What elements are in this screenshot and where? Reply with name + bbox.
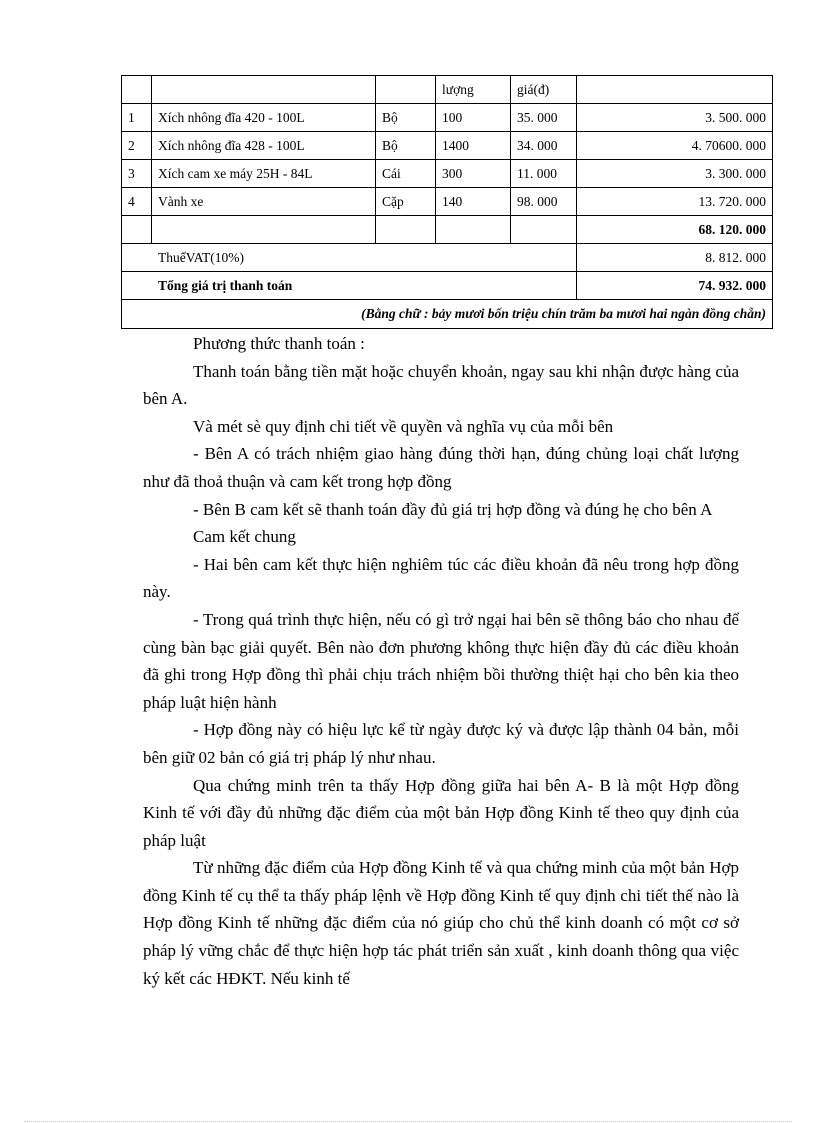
total-row (122, 272, 773, 300)
cell-qty: 300 (436, 160, 511, 188)
table-row (122, 132, 773, 160)
in-words-row (122, 300, 773, 329)
cell-stt: 1 (122, 104, 152, 132)
paragraph: - Bên B cam kết sẽ thanh toán đầy đủ giá trị hợp đồng và đúng hẹ cho bên A (193, 499, 713, 519)
empty-cell (152, 216, 376, 244)
paragraph: Thanh toán bằng tiền mặt hoặc chuyển khoản, ngay sau khi nhận được hàng của bên A. (143, 361, 739, 409)
table-row (122, 104, 773, 132)
total-label: Tổng giá trị thanh toán (122, 272, 577, 300)
table-row (122, 188, 773, 216)
cell-price: 35. 000 (511, 104, 577, 132)
empty-cell (376, 216, 436, 244)
cell-name: Xích nhông đĩa 428 - 100L (152, 132, 376, 160)
cell-amount: 13. 720. 000 (577, 188, 773, 216)
cell-stt: 4 (122, 188, 152, 216)
cell-qty: 1400 (436, 132, 511, 160)
cell-amount: 3. 300. 000 (577, 160, 773, 188)
paragraph: - Hai bên cam kết thực hiện nghiêm túc các điều khoản đã nêu trong hợp đồng này. (143, 554, 739, 602)
empty-cell (436, 216, 511, 244)
vat-value: 8. 812. 000 (577, 244, 773, 272)
cell-unit: Cặp (376, 188, 436, 216)
amount-in-words: (Bằng chữ : bảy mươi bốn triệu chín trăm ba mươi hai ngàn đồng chẵn) (122, 300, 773, 329)
vat-label: ThuếVAT(10%) (122, 244, 577, 272)
cell-unit: Cái (376, 160, 436, 188)
paragraph: Qua chứng minh trên ta thấy Hợp đồng giữa hai bên A- B là một Hợp đồng Kinh tế với đầy đủ những đặc điểm của một bản Hợp đồng Kinh tế theo quy định của pháp luật (143, 775, 739, 850)
paragraph: Và mét sè quy định chi tiết về quyền và nghĩa vụ của mỗi bên (193, 416, 614, 436)
cell-price: 11. 000 (511, 160, 577, 188)
cell-stt: 3 (122, 160, 152, 188)
header-cell-amount (577, 76, 773, 104)
header-cell-unit (376, 76, 436, 104)
header-cell-qty: lượng (436, 76, 511, 104)
paragraph: Phương thức thanh toán : (193, 334, 365, 353)
cell-qty: 100 (436, 104, 511, 132)
paragraph: Cam kết chung (193, 527, 296, 547)
header-cell-stt (122, 76, 152, 104)
contract-body (143, 330, 739, 992)
empty-cell (511, 216, 577, 244)
page-bottom-divider (24, 1121, 792, 1122)
header-cell-price: giá(đ) (511, 76, 577, 104)
table-row (122, 160, 773, 188)
cell-price: 98. 000 (511, 188, 577, 216)
cell-unit: Bộ (376, 104, 436, 132)
cell-price: 34. 000 (511, 132, 577, 160)
subtotal-value: 68. 120. 000 (577, 216, 773, 244)
cell-name: Xích cam xe máy 25H - 84L (152, 160, 376, 188)
cell-name: Xích nhông đĩa 420 - 100L (152, 104, 376, 132)
total-value: 74. 932. 000 (577, 272, 773, 300)
paragraph: Từ những đặc điểm của Hợp đồng Kinh tế và qua chứng minh của một bản Hợp đồng Kinh tế cụ thể ta thấy pháp lệnh về Hợp đồng Kinh tế quy định chi tiết thế nào là Hợp đồng Kinh tế những đặc điểm của nó giúp cho chủ thể kinh doanh có một cơ sở pháp lý vững chắc để thực hiện hợp tác phát triển sản xuất , kinh doanh thông qua việc ký kết các HĐKT. Nếu kinh tế (143, 858, 739, 988)
empty-cell (122, 216, 152, 244)
subtotal-row (122, 216, 773, 244)
cell-name: Vành xe (152, 188, 376, 216)
goods-table (121, 75, 773, 329)
vat-row (122, 244, 773, 272)
cell-stt: 2 (122, 132, 152, 160)
header-cell-name (152, 76, 376, 104)
cell-unit: Bộ (376, 132, 436, 160)
paragraph: - Hợp đồng này có hiệu lực kể từ ngày được ký và được lập thành 04 bản, mỗi bên giữ 02 bản có giá trị pháp lý như nhau. (143, 720, 739, 767)
table-header-row (122, 76, 773, 104)
paragraph: - Trong quá trình thực hiện, nếu có gì trở ngại hai bên sẽ thông báo cho nhau để cùng bàn bạc giải quyết. Bên nào đơn phương không thực hiện đầy đủ các điều khoản đã ghi trong Hợp đồng thì phải chịu trách nhiệm bồi thường thiệt hại cho bên kia theo pháp luật hiện hành (143, 609, 739, 712)
cell-amount: 3. 500. 000 (577, 104, 773, 132)
cell-qty: 140 (436, 188, 511, 216)
paragraph: - Bên A có trách nhiệm giao hàng đúng thời hạn, đúng chủng loại chất lượng như đã thoả thuận và cam kết trong hợp đồng (143, 444, 739, 491)
cell-amount: 4. 70600. 000 (577, 132, 773, 160)
